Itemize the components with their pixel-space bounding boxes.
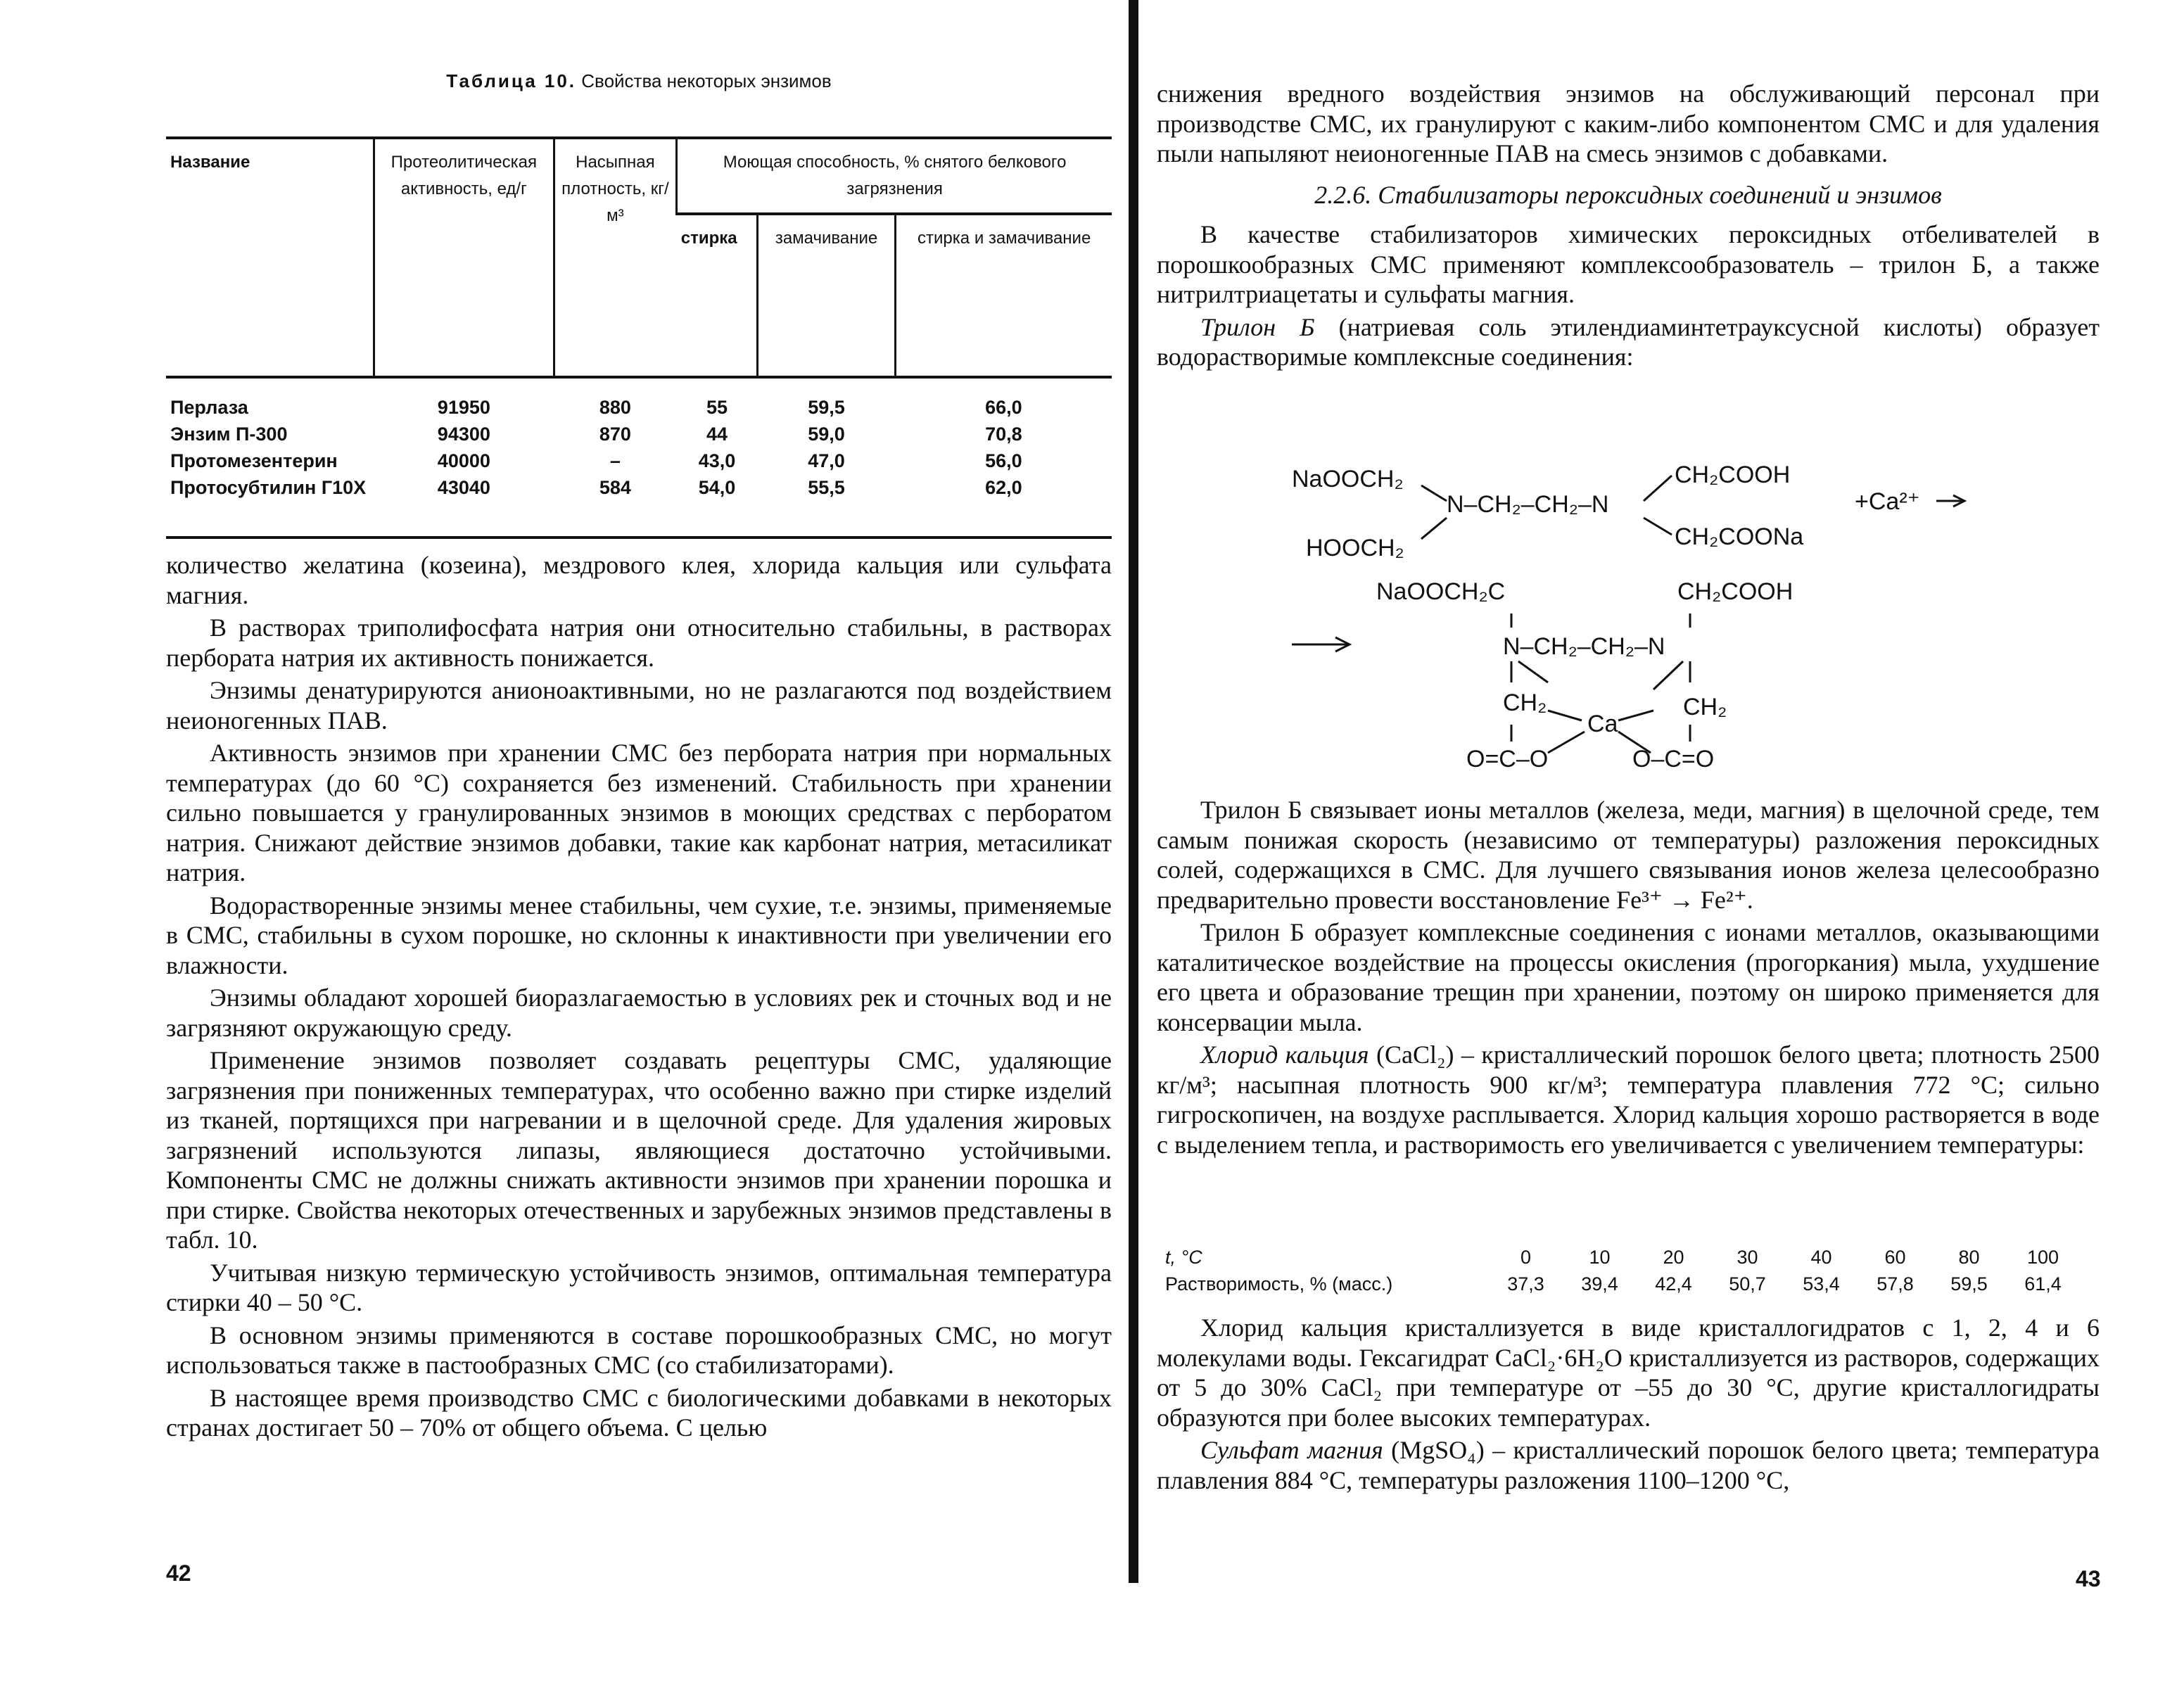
table-cell: 55 xyxy=(706,397,728,418)
temperature-value: 40 xyxy=(1810,1247,1832,1268)
formula-text: NaOOCH₂ xyxy=(1292,466,1404,492)
caption-text: Свойства некоторых энзимов xyxy=(581,70,832,91)
formula-text: CH₂ xyxy=(1683,694,1727,720)
right-page-bottom-text xyxy=(1157,1313,2100,1498)
formula-text: HOOCH₂ xyxy=(1306,535,1404,561)
term-text: (MgSO₄) – кристаллический порошок белого цвета; температура плавления 884 °С, температуры разложения 1100–1200 °С, xyxy=(1157,1436,2100,1494)
right-page-mid-text xyxy=(1157,795,2100,1162)
formula-text: O–C=O xyxy=(1632,746,1715,772)
th-soak: замачивание xyxy=(757,214,896,377)
table-cell: 91950 xyxy=(437,397,490,418)
paragraph: Энзимы обладают хорошей биоразлагаемостью в условиях рек и сточных вод и не загрязняют окружающую среду. xyxy=(166,984,1112,1042)
term-text: (CaCl₂) – кристаллический порошок белого цвета; плотность 2500 кг/м³; насыпная плотность 900 кг/м³; температура плавления 772 °С; сильно гигроскопичен, на воздухе расплывается. Хлорид кальция хорошо растворяется в воде с выделением тепла, и растворимость его увеличивается с увеличением температуры: xyxy=(1157,1041,2100,1159)
formula-text: NaOOCH₂C xyxy=(1376,578,1506,605)
t-label: t, °С xyxy=(1165,1247,1202,1268)
formula-text: Ca xyxy=(1587,711,1618,737)
paragraph: В качестве стабилизаторов химических пероксидных отбеливателей в порошкообразных СМС применяют комплексообразователь – трилон Б, а также нитрилтриацетаты и сульфаты магния. xyxy=(1157,220,2100,308)
term: Сульфат магния xyxy=(1200,1436,1383,1464)
paragraph: В настоящее время производство СМС с биологическими добавками в некоторых странах достигает 50 – 70% от общего объема. С целью xyxy=(166,1383,1112,1442)
table-cell: Протосубтилин Г10Х xyxy=(166,474,374,538)
table-cell: Энзим П-300 xyxy=(170,424,288,445)
formula-text: +Ca²⁺ xyxy=(1855,488,1920,515)
solubility-value: 59,5 xyxy=(1950,1273,1988,1295)
paragraph: Применение энзимов позволяет создавать рецептуры СМС, удаляющие загрязнения при пониженных температурах, что особенно важно при стирке изделий из тканей, портящихся при нагревании и в щелочной среде. Для удаления жировых загрязнений используются липазы, являющиеся достаточно устойчивыми. Компоненты СМС не должны снижать активности энзимов при хранении порошка и при стирке. Свойства некоторых отечественных и зарубежных энзимов представлены в табл. 10. xyxy=(166,1046,1112,1254)
table-cell: Перлаза xyxy=(170,397,248,418)
temperature-value: 10 xyxy=(1589,1247,1611,1268)
formula-text: CH₂COOH xyxy=(1677,578,1793,605)
table-cell: 43040 xyxy=(374,474,554,538)
paragraph xyxy=(1157,1040,2100,1159)
paragraph: снижения вредного воздействия энзимов на обслуживающий персонал при производстве СМС, их гранулируют с каким-либо компонентом СМС и для удаления пыли напыляют неионогенные ПАВ на смесь энзимов с добавками. xyxy=(1157,79,2100,167)
paragraph: Трилон Б образует комплексные соединения с ионами металлов, оказывающими каталитическое воздействие на процессы окисления (прогоркания) мыла, ухудшение его цвета и образование трещин при хранении, поэтому он широко применяется для консервации мыла. xyxy=(1157,918,2100,1036)
bond-lines xyxy=(1292,476,1964,753)
solubility-value: 39,4 xyxy=(1581,1273,1618,1295)
paragraph xyxy=(1157,1435,2100,1495)
formula-text: CH₂COONa xyxy=(1675,523,1804,550)
solubility-value: 42,4 xyxy=(1655,1273,1692,1295)
th-wash: стирка xyxy=(677,214,757,377)
table-cell: 59,5 xyxy=(808,397,845,418)
solubility-value: 50,7 xyxy=(1729,1273,1766,1295)
formula-text: N–CH₂–CH₂–N xyxy=(1447,491,1609,518)
solubility-value: 61,4 xyxy=(2024,1273,2062,1295)
paragraph: Активность энзимов при хранении СМС без пербората натрия при нормальных температурах (до 60 °С) сохраняется без изменений. Стабильность при хранении сильно повышается у гранулированных энзимов в моющих средствах с перборатом натрия. Снижают действие энзимов добавки, такие как карбонат натрия, метасиликат натрия. xyxy=(166,739,1112,886)
table-cell: 47,0 xyxy=(808,450,845,471)
temperature-value: 30 xyxy=(1737,1247,1758,1268)
table-cell: 59,0 xyxy=(808,424,845,445)
table-cell: 44 xyxy=(706,424,728,445)
solubility-value: 53,4 xyxy=(1803,1273,1840,1295)
term: Трилон Б xyxy=(1200,312,1315,341)
paragraph: Трилон Б связывает ионы металлов (железа, меди, магния) в щелочной среде, тем самым понижая скорость (независимо от температуры) разложения пероксидных солей, содержащихся в СМС. Для лучшего связывания ионов железа целесообразно предварительно провести восстановление Fe³⁺ → Fe²⁺. xyxy=(1157,796,2100,914)
solubility-value: 57,8 xyxy=(1877,1273,1914,1295)
solubility-value: 37,3 xyxy=(1507,1273,1544,1295)
th-density: Насыпная плотность, кг/м³ xyxy=(554,138,677,377)
table-cell: 66,0 xyxy=(985,397,1022,418)
table-cell: 584 xyxy=(554,474,677,538)
paragraph: В растворах триполифосфата натрия они относительно стабильны, в растворах пербората натрия их активность понижается. xyxy=(166,613,1112,672)
paragraph: В основном энзимы применяются в составе порошкообразных СМС, но могут использоваться также в пастообразных СМС (со стабилизаторами). xyxy=(166,1321,1112,1379)
temperature-value: 100 xyxy=(2026,1247,2059,1268)
table-cell: 94300 xyxy=(437,424,490,445)
section-heading: 2.2.6. Стабилизаторы пероксидных соединений и энзимов xyxy=(1314,180,1942,209)
table-cell: 870 xyxy=(599,424,631,445)
table-cell: 40000 xyxy=(437,450,490,471)
temperature-value: 0 xyxy=(1520,1247,1532,1268)
table-cell: 70,8 xyxy=(985,424,1022,445)
paragraph: Хлорид кальция кристаллизуется в виде кристаллогидратов с 1, 2, 4 и 6 молекулами воды. Гексагидрат CaCl₂·6H₂O кристаллизуется из растворов, содержащих от 5 до 30% CaCl₂ при температуре от –55 до 30 °С, другие кристаллогидраты образуются при более высоких температурах. xyxy=(1157,1313,2100,1432)
th-wash-soak: стирка и замачивание xyxy=(896,214,1112,377)
term-text: (натриевая соль этилендиаминтетрауксусной кислоты) образует водорастворимые комплексные соединения: xyxy=(1157,312,2100,371)
table-cell: 54,0 xyxy=(677,474,757,538)
table-cell: 55,5 xyxy=(757,474,896,538)
th-activity: Протеолитическая активность, ед/г xyxy=(374,138,554,377)
th-name: Название xyxy=(166,138,374,377)
solubility-table xyxy=(1165,1244,2080,1297)
formula-text: CH₂COOH xyxy=(1675,462,1791,488)
table-cell: Протомезентерин xyxy=(170,450,338,471)
table-cell: 56,0 xyxy=(985,450,1022,471)
formula-text: CH₂ xyxy=(1503,689,1547,716)
table-cell: 43,0 xyxy=(698,450,736,471)
page-number-left: 42 xyxy=(166,1560,191,1586)
paragraph: Энзимы денатурируются анионоактивными, но не разлагаются под воздействием неионогенных ПАВ. xyxy=(166,676,1112,734)
s-label: Растворимость, % (масс.) xyxy=(1165,1273,1393,1295)
th-washing: Моющая способность, % снятого белкового загрязнения xyxy=(677,138,1112,214)
caption-label: Таблица 10. xyxy=(446,70,577,91)
formula-text: O=C–O xyxy=(1466,746,1549,772)
table-cell: – xyxy=(609,450,621,471)
term: Хлорид кальция xyxy=(1200,1041,1369,1069)
table-cell: 880 xyxy=(599,397,631,418)
formula-text: N–CH₂–CH₂–N xyxy=(1503,633,1665,660)
paragraph: Водорастворенные энзимы менее стабильны, чем сухие, т.е. энзимы, применяемые в СМС, стабильны в сухом порошке, но склонны к инактивности при увеличении его влажности. xyxy=(166,891,1112,979)
temperature-value: 60 xyxy=(1884,1247,1906,1268)
temperature-value: 20 xyxy=(1663,1247,1684,1268)
page-number-right: 43 xyxy=(2076,1566,2101,1591)
table-cell: 62,0 xyxy=(896,474,1112,538)
paragraph: Учитывая низкую термическую устойчивость энзимов, оптимальная температура стирки 40 – 50 °С. xyxy=(166,1258,1112,1316)
temperature-value: 80 xyxy=(1958,1247,1980,1268)
paragraph: количество желатина (козеина), мездрового клея, хлорида кальция или сульфата магния. xyxy=(166,551,1112,609)
